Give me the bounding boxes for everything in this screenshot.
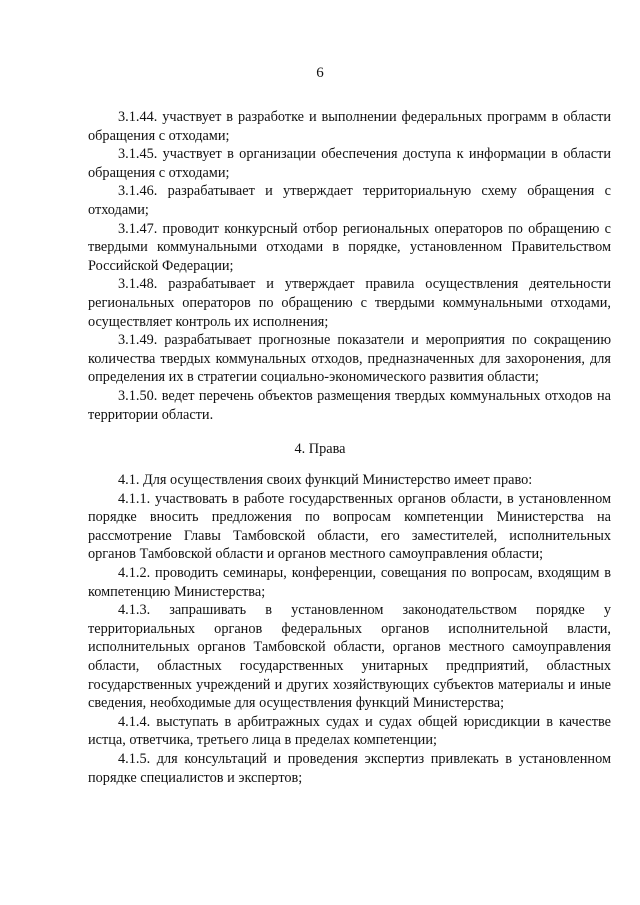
paragraphs-after-section bbox=[88, 471, 611, 787]
paragraph-4-1-3: 4.1.3. запрашивать в установленном законодательством порядке у территориальных органов федеральных органов исполнительной власти, исполнительных органов Тамбовской области, органов местного самоуправления области, областных государственных унитарных предприятий, областных государственных учреждений и других хозяйствующих субъектов материалы и иные сведения, необходимые для осуществления функций Министерства; bbox=[88, 602, 611, 712]
paragraphs-before-section bbox=[88, 108, 611, 424]
paragraph-4-1-1: 4.1.1. участвовать в работе государственных органов области, в установленном порядке вносить предложения по вопросам компетенции Министерства на рассмотрение Главы Тамбовской области, его заместителей, исполнительных органов Тамбовской области и органов местного самоуправления области; bbox=[88, 490, 611, 563]
paragraph-3-1-46: 3.1.46. разрабатывает и утверждает территориальную схему обращения с отходами; bbox=[88, 183, 611, 218]
paragraph-3-1-50: 3.1.50. ведет перечень объектов размещения твердых коммунальных отходов на территории области. bbox=[88, 387, 611, 423]
paragraph-3-1-48: 3.1.48. разрабатывает и утверждает правила осуществления деятельности региональных операторов по обращению с твердыми коммунальными отходами, осуществляет контроль их исполнения; bbox=[88, 276, 611, 330]
paragraph-4-1-5: 4.1.5. для консультаций и проведения экспертиз привлекать в установленном порядке специалистов и экспертов; bbox=[88, 750, 611, 786]
paragraph-3-1-47: 3.1.47. проводит конкурсный отбор региональных операторов по обращению с твердыми коммунальными отходами в порядке, установленном Правительством Российской Федерации; bbox=[88, 220, 611, 274]
paragraph-4-1: 4.1. Для осуществления своих функций Министерство имеет право: bbox=[118, 472, 533, 488]
paragraph-3-1-49: 3.1.49. разрабатывает прогнозные показатели и мероприятия по сокращению количества твердых коммунальных отходов, предназначенных для захоронения, для определения их в стратегии социально-экономического развития области; bbox=[88, 332, 611, 386]
paragraph-3-1-44: 3.1.44. участвует в разработке и выполнении федеральных программ в области обращения с отходами; bbox=[88, 109, 611, 144]
paragraph-3-1-45: 3.1.45. участвует в организации обеспечения доступа к информации в области обращения с отходами; bbox=[88, 146, 611, 181]
section-heading: 4. Права bbox=[294, 441, 346, 457]
paragraph-4-1-2: 4.1.2. проводить семинары, конференции, совещания по вопросам, входящим в компетенцию Министерства; bbox=[88, 564, 611, 600]
page-number: 6 bbox=[316, 65, 324, 81]
paragraph-4-1-4: 4.1.4. выступать в арбитражных судах и судах общей юрисдикции в качестве истца, ответчика, третьего лица в пределах компетенции; bbox=[88, 713, 611, 749]
